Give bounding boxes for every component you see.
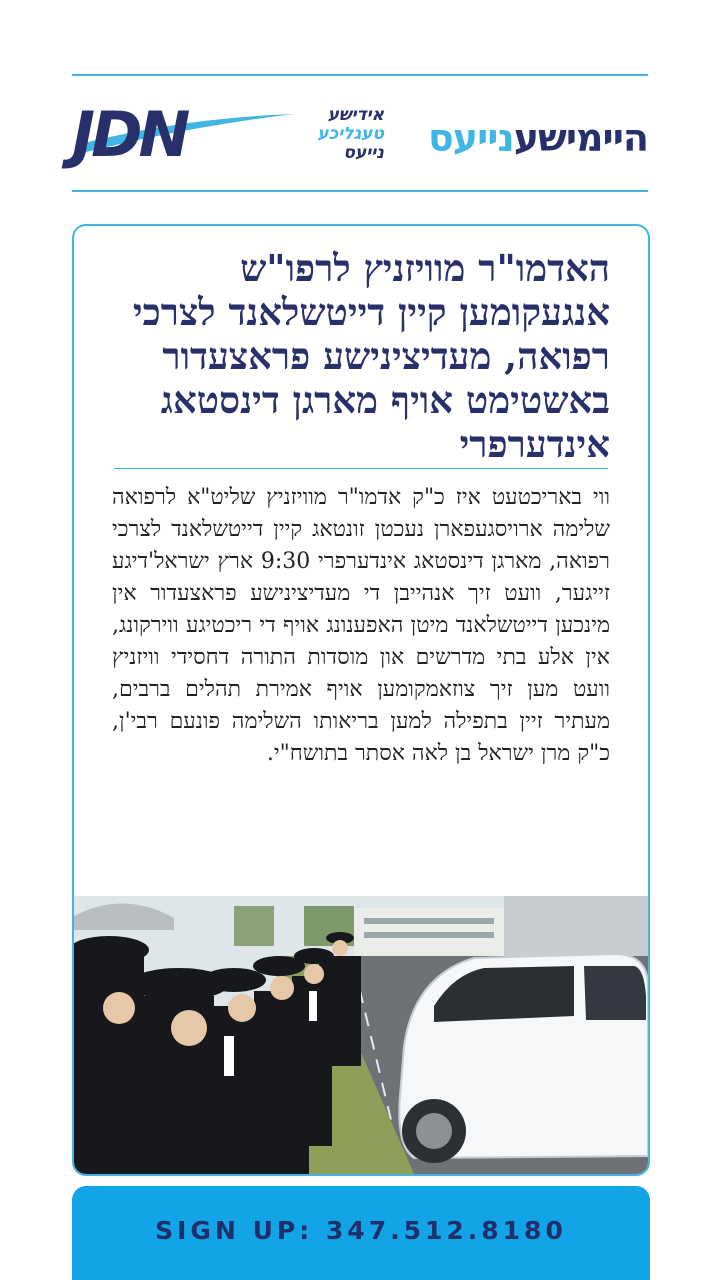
signup-banner[interactable] <box>72 1186 650 1280</box>
jdn-logo <box>72 98 384 171</box>
jdn-tagline-line-3: נייעס <box>343 143 384 163</box>
jdn-tagline-line-1: אידישע <box>327 105 384 125</box>
article-photo <box>74 896 648 1174</box>
headline-divider <box>114 468 608 469</box>
jdn-tagline-line-2: טעגליכע <box>317 124 384 144</box>
jdn-tagline <box>304 106 384 163</box>
brand-part-1: היימישע <box>513 116 648 160</box>
header-divider <box>72 190 648 192</box>
top-divider <box>72 74 648 76</box>
article-card <box>72 224 650 1176</box>
brand-part-2: נייעס <box>427 116 514 160</box>
article-body: ווי באריכטעט איז כ"ק אדמו"ר מוויזניץ שליט"א לרפואה שלימה ארויסגעפארן נעכטן זונטאג קיין דייטשלאנד לצרכי רפואה, מארגן דינסטאג אינדערפרי 9:30 ארץ ישראל'דיגע זייגער, וועט זיך אנהייבן די מעדיצינישע פראצעדור אין מינכען דייטשלאנד מיטן האפענונג אויף די ריכטיגע ווירקונג, אין אלע בתי מדרשים און מוסדות התורה דחסידי וויזניץ וועט מען זיך צוזאמקומען אויף אמירת תהלים ברבים, מעתיר זיין בתפילה למען בריאותו השלימה פונעם רבי'ן, כ"ק מרן ישראל בן לאה אסתר בתושח"י. <box>112 485 610 766</box>
signup-phone-label[interactable]: SIGN UP: 347.512.8180 <box>155 1216 567 1245</box>
article-headline: האדמו"ר מוויזניץ לרפו"ש אנגעקומען קיין דייטשלאנד לצרכי רפואה, מעדיצינישע פראצעדור באשטימט אויף מארגן דינסטאג אינדערפרי <box>132 246 610 466</box>
haimishe-nayes-logo <box>428 116 648 160</box>
jdn-logo-letters: JDN <box>72 98 187 171</box>
